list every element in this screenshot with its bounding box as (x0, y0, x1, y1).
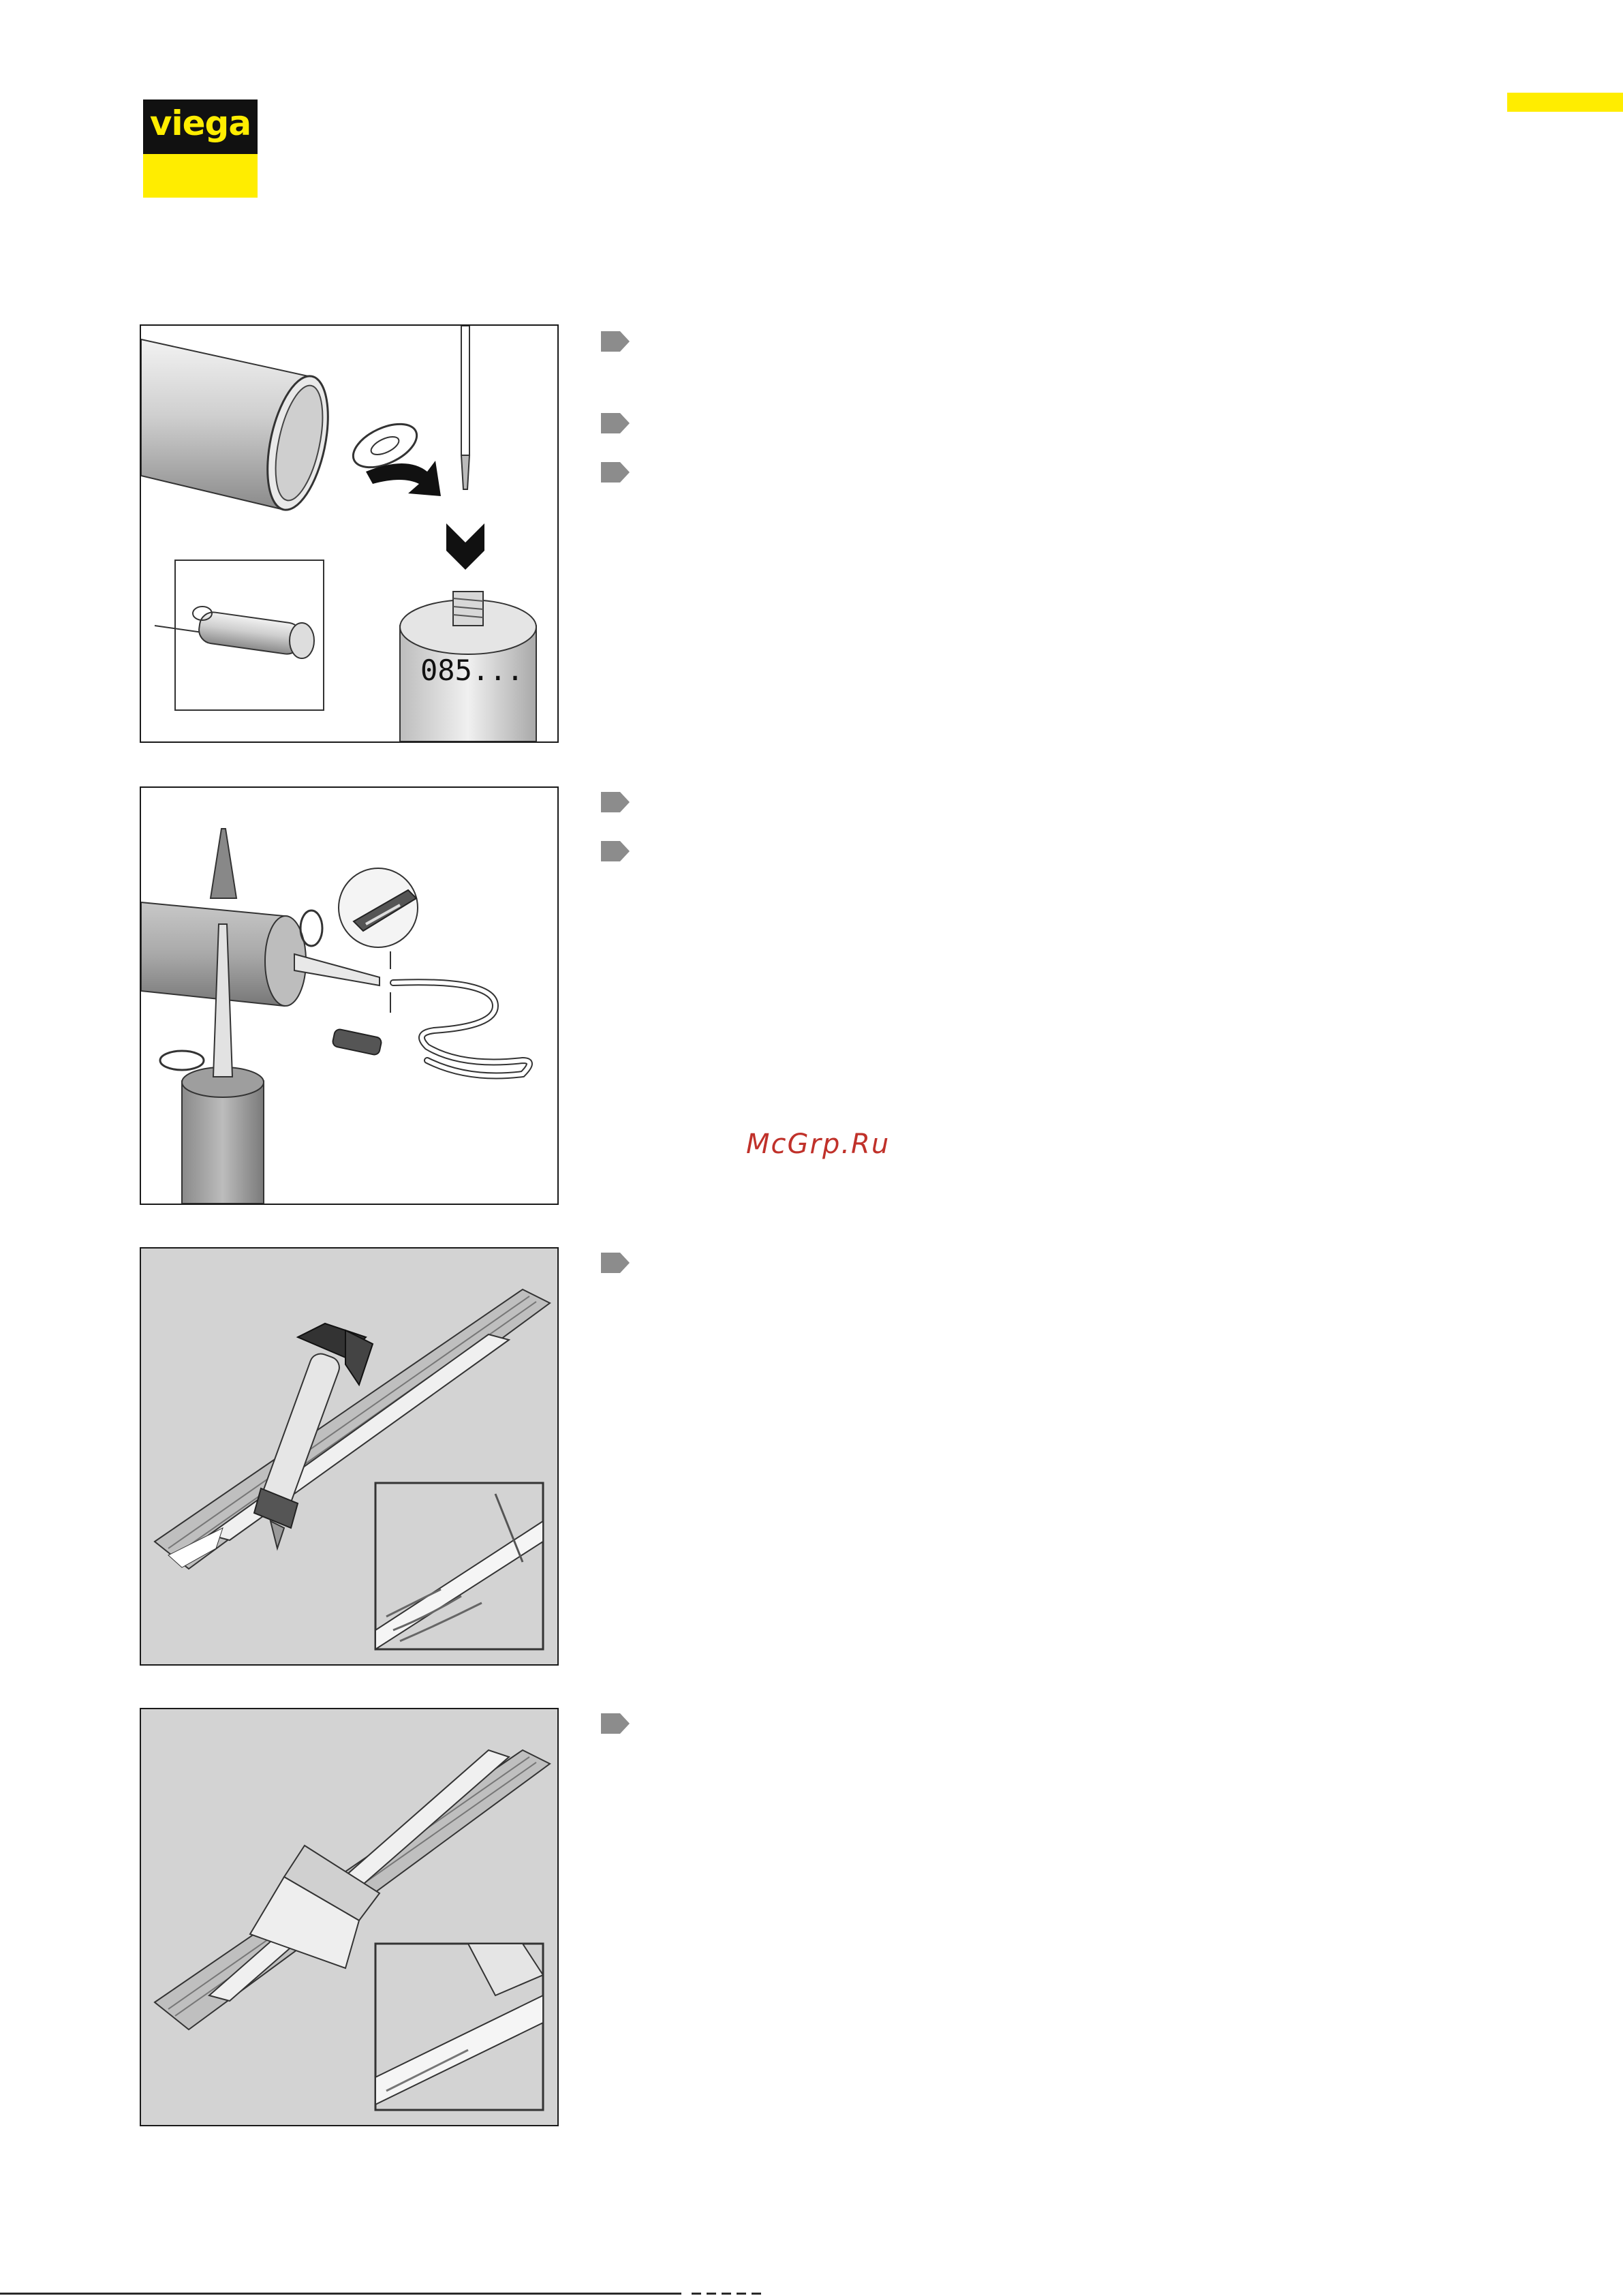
sealant-gun-illustration (141, 1249, 557, 1664)
logo-text: viega (149, 104, 251, 143)
step-arrow-5 (601, 841, 630, 861)
logo-black-block (143, 100, 258, 154)
step-arrow-4 (601, 792, 630, 812)
footer-dashes (692, 2293, 767, 2295)
step-arrow-6 (601, 1253, 630, 1273)
viega-logo (143, 100, 258, 198)
spatula-smoothing-illustration (141, 1709, 557, 2125)
cartridge-opening-illustration (141, 326, 557, 741)
logo-yellow-block (143, 154, 258, 198)
footer-rule (0, 2293, 681, 2295)
step-arrow-1 (601, 331, 630, 352)
chapter-tab (1507, 93, 1623, 112)
step-arrow-2 (601, 413, 630, 433)
illustration-panel-4 (140, 1708, 559, 2126)
step-arrow-3 (601, 462, 630, 483)
step-arrow-7 (601, 1713, 630, 1734)
nozzle-cutting-illustration (141, 788, 557, 1204)
illustration-panel-2 (140, 786, 559, 1205)
illustration-panel-3 (140, 1247, 559, 1666)
illustration-panel-1 (140, 324, 559, 743)
cartridge-label: 085... (420, 654, 524, 687)
watermark: McGrp.Ru (746, 1129, 891, 1160)
